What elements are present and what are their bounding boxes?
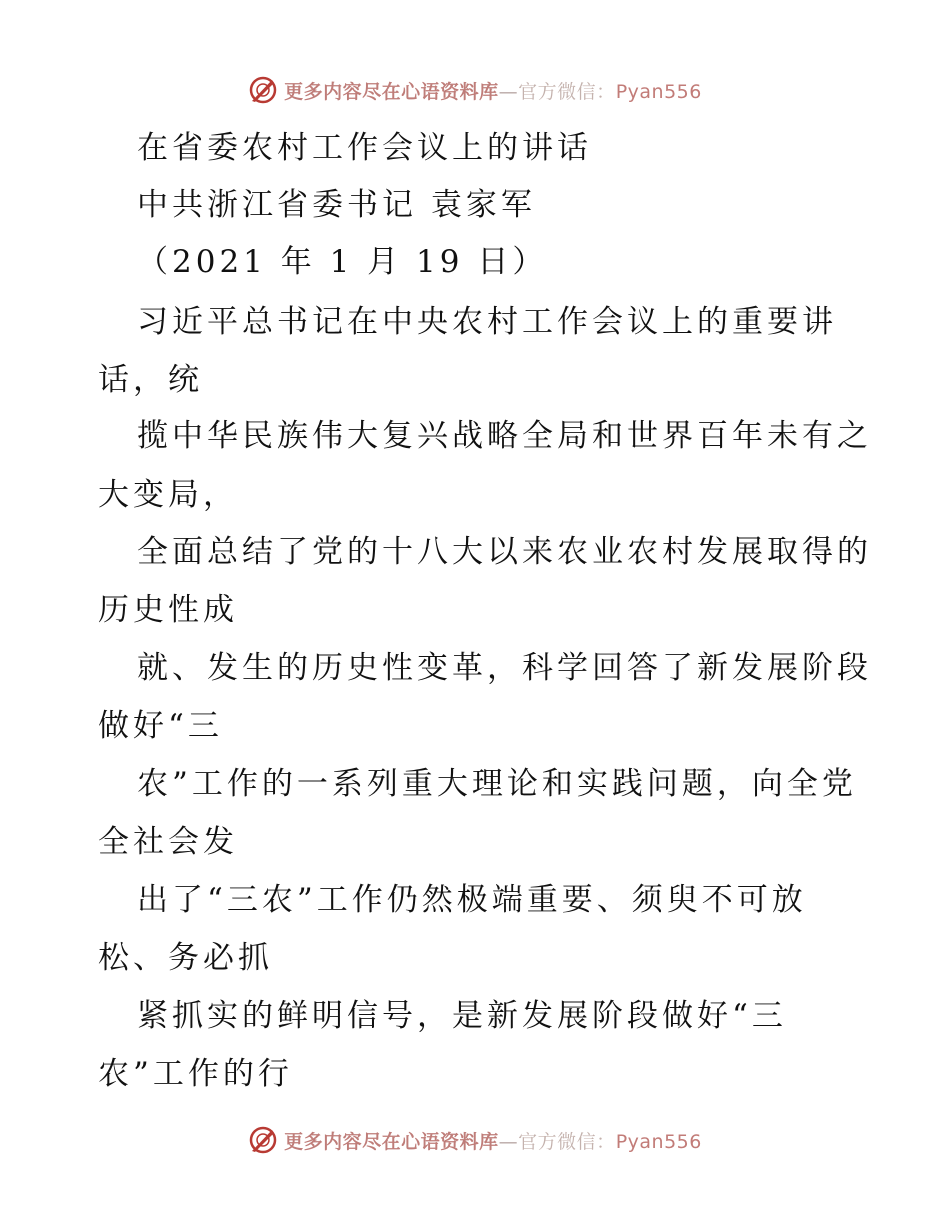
document-title: 在省委农村工作会议上的讲话 xyxy=(137,130,592,166)
banner-wechat-handle: Pyan556 xyxy=(615,1130,702,1153)
paragraph-line: 农”工作的一系列重大理论和实践问题，向全党 xyxy=(137,766,857,802)
quill-seal-icon xyxy=(248,75,278,105)
document-author: 中共浙江省委书记 袁家军 xyxy=(137,187,536,223)
document-date: （2021 年 1 月 19 日） xyxy=(137,244,548,280)
banner-wechat-handle: Pyan556 xyxy=(615,80,702,103)
paragraph-line: 出了“三农”工作仍然极端重要、须臾不可放 xyxy=(137,882,807,918)
paragraph-line: 紧抓实的鲜明信号，是新发展阶段做好“三 xyxy=(137,998,787,1034)
footer-banner xyxy=(0,1120,950,1160)
paragraph-line: 全社会发 xyxy=(98,824,238,860)
banner-wechat-label: 官方微信： xyxy=(518,80,616,103)
paragraph-line: 揽中华民族伟大复兴战略全局和世界百年未有之 xyxy=(137,418,872,454)
paragraph-line: 习近平总书记在中央农村工作会议上的重要讲 xyxy=(137,304,837,340)
banner-wechat-label: 官方微信： xyxy=(518,1130,616,1153)
banner-text xyxy=(284,77,702,104)
paragraph-line: 就、发生的历史性变革，科学回答了新发展阶段 xyxy=(137,650,872,686)
banner-lead: 更多内容尽在心语资料库 xyxy=(284,80,499,103)
paragraph-line: 全面总结了党的十八大以来农业农村发展取得的 xyxy=(137,534,872,570)
banner-lead: 更多内容尽在心语资料库 xyxy=(284,1130,499,1153)
banner-text xyxy=(284,1127,702,1154)
paragraph-line: 历史性成 xyxy=(98,592,238,628)
paragraph-line: 大变局， xyxy=(98,477,238,513)
header-banner xyxy=(0,70,950,110)
banner-separator: — xyxy=(498,80,519,103)
quill-seal-icon xyxy=(248,1125,278,1155)
paragraph-line: 话，统 xyxy=(98,362,203,398)
banner-separator: — xyxy=(498,1130,519,1153)
paragraph-line: 做好“三 xyxy=(98,708,223,744)
paragraph-line: 松、务必抓 xyxy=(98,940,273,976)
paragraph-line: 农”工作的行 xyxy=(98,1056,293,1092)
